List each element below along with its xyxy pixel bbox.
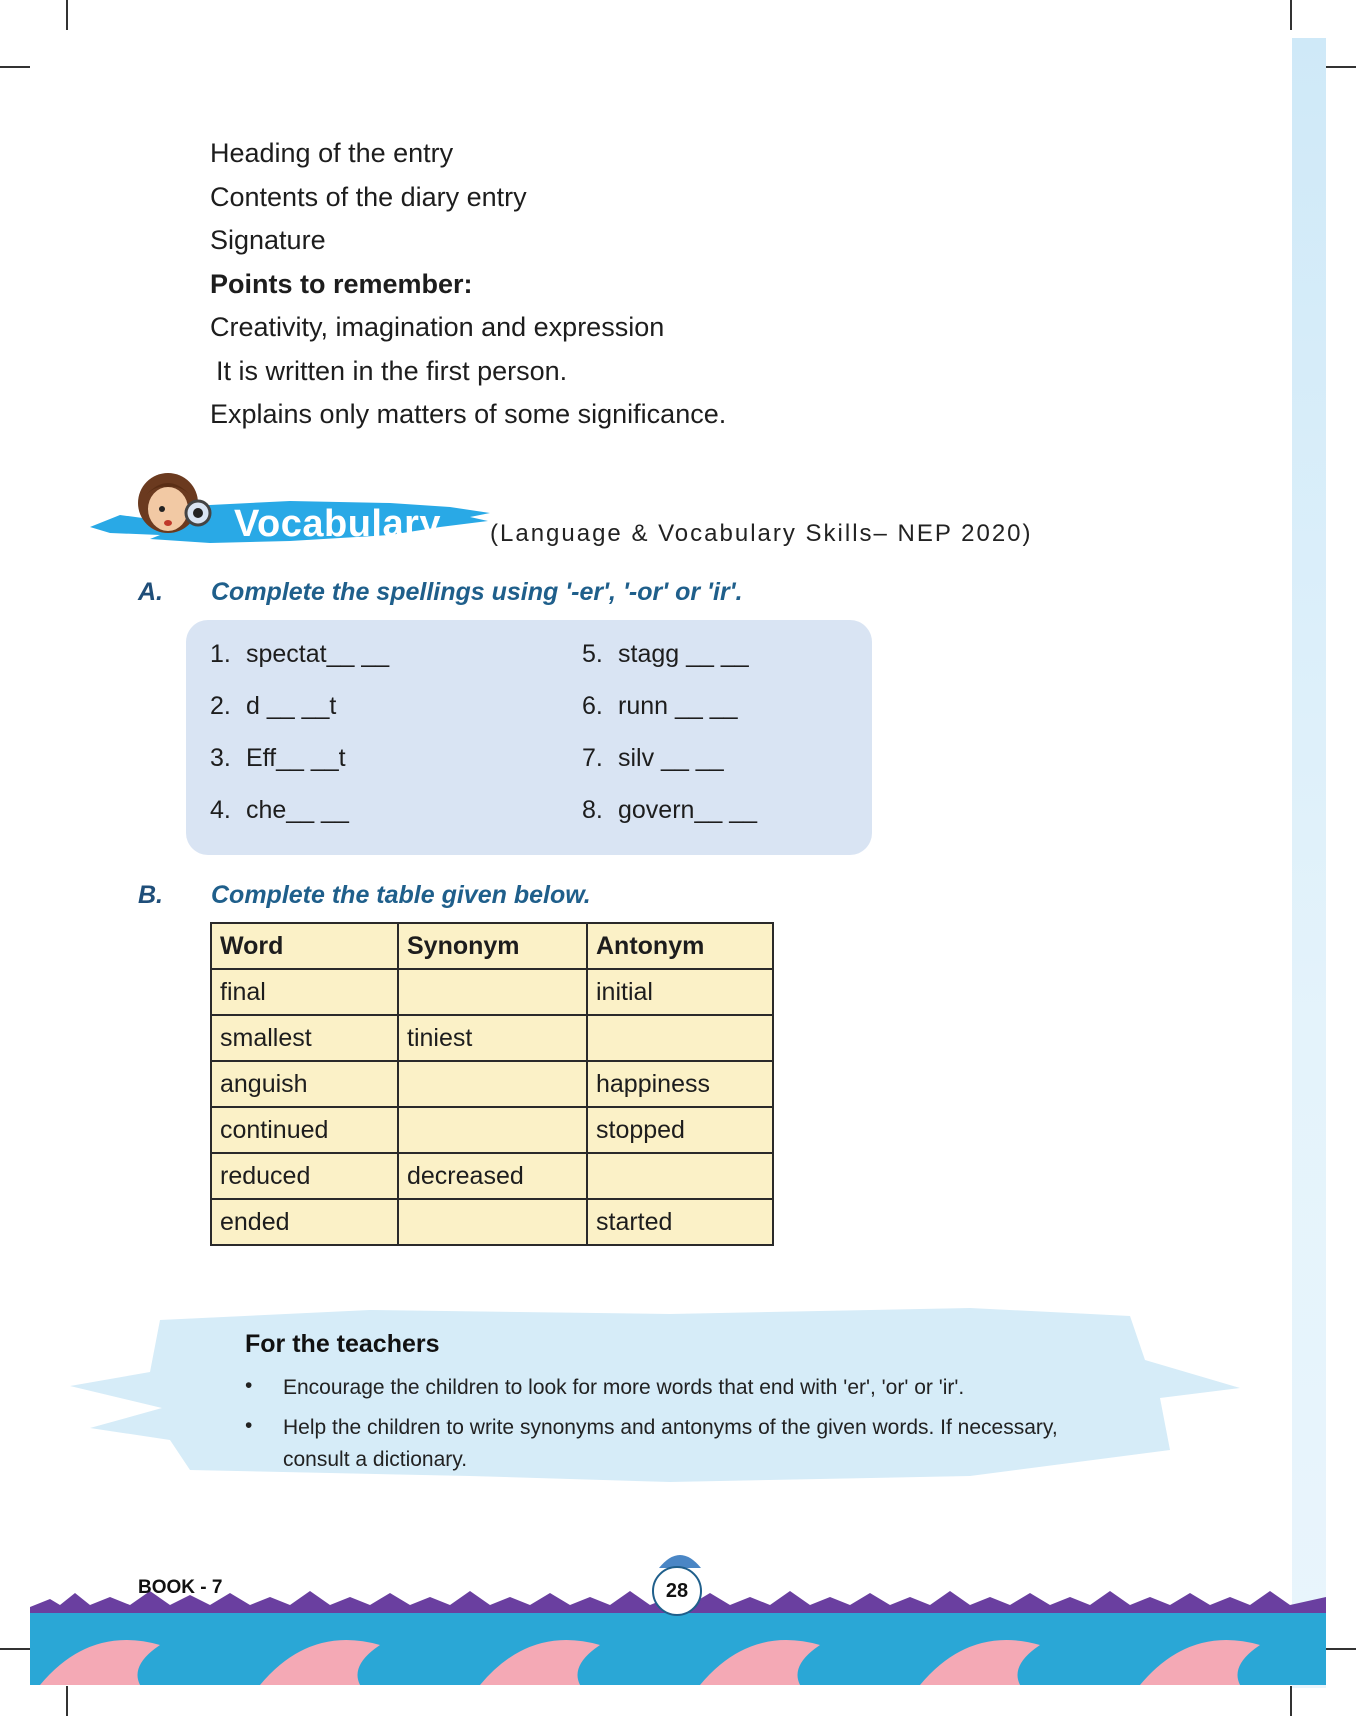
intro-line: It is written in the first person. [216, 355, 568, 386]
header-antonym: Antonym [587, 923, 773, 969]
cell-synonym [398, 1061, 587, 1107]
crop-mark [1290, 0, 1292, 30]
cell-antonym: stopped [587, 1107, 773, 1153]
cell-word: ended [211, 1199, 398, 1245]
table-row [211, 1199, 773, 1245]
section-b-letter: B. [138, 881, 163, 909]
book-label: BOOK - 7 [138, 1577, 223, 1598]
cell-word: smallest [211, 1015, 398, 1061]
intro-line: Creativity, imagination and expression [210, 312, 665, 342]
crop-mark [1326, 66, 1356, 68]
bullet-icon: • [245, 1374, 253, 1397]
cell-word: anguish [211, 1061, 398, 1107]
spelling-item: 5. stagg __ __ [582, 640, 749, 668]
table-header-row [211, 923, 773, 969]
spelling-item: 7. silv __ __ [582, 744, 724, 772]
teachers-note-item: consult a dictionary. [283, 1448, 468, 1471]
diary-format-list [210, 132, 726, 437]
cell-synonym [398, 1107, 587, 1153]
crop-mark [0, 1648, 30, 1650]
cell-antonym [587, 1015, 773, 1061]
table-row [211, 969, 773, 1015]
spelling-item: 6. runn __ __ [582, 692, 738, 720]
cell-synonym: tiniest [398, 1015, 587, 1061]
cell-synonym [398, 1199, 587, 1245]
section-b-instruction: Complete the table given below. [211, 881, 591, 909]
crop-mark [1326, 1648, 1356, 1650]
spelling-item: 2. d __ __t [210, 692, 337, 720]
points-heading: Points to remember: [210, 268, 473, 299]
bullet-icon: • [245, 1414, 253, 1437]
cell-antonym [587, 1153, 773, 1199]
spelling-item: 1. spectat__ __ [210, 640, 390, 668]
vocabulary-subtitle: (Language & Vocabulary Skills– NEP 2020) [490, 520, 1033, 547]
spelling-item: 3. Eff__ __t [210, 744, 346, 772]
cell-antonym: initial [587, 969, 773, 1015]
table-row [211, 1107, 773, 1153]
cell-synonym [398, 969, 587, 1015]
intro-line: Contents of the diary entry [210, 181, 527, 212]
crop-mark [1290, 1686, 1292, 1716]
cell-antonym: started [587, 1199, 773, 1245]
header-word: Word [211, 923, 398, 969]
table-row [211, 1153, 773, 1199]
cell-word: final [211, 969, 398, 1015]
table-row [211, 1015, 773, 1061]
cell-word: reduced [211, 1153, 398, 1199]
crop-mark [66, 1686, 68, 1716]
spelling-item: 8. govern__ __ [582, 796, 758, 824]
header-synonym: Synonym [398, 923, 587, 969]
side-decor-strip [1292, 38, 1326, 1688]
teachers-note-item: Help the children to write synonyms and antonyms of the given words. If necessary, [283, 1416, 1058, 1439]
intro-line: Signature [210, 225, 326, 255]
cell-antonym: happiness [587, 1061, 773, 1107]
section-a-instruction: Complete the spellings using '-er', '-or' or 'ir'. [211, 578, 743, 606]
crop-mark [0, 66, 30, 68]
intro-line: Heading of the entry [210, 138, 454, 168]
synonym-antonym-table [210, 922, 774, 1246]
spelling-item: 4. che__ __ [210, 796, 349, 824]
teachers-note-item: Encourage the children to look for more words that end with 'er', 'or' or 'ir'. [283, 1376, 965, 1399]
teachers-note-title: For the teachers [245, 1330, 440, 1358]
vocabulary-title: Vocabulary [234, 503, 442, 545]
cell-word: continued [211, 1107, 398, 1153]
intro-line: Explains only matters of some significance. [210, 399, 727, 429]
table-row [211, 1061, 773, 1107]
crop-mark [66, 0, 68, 30]
page-number: 28 [652, 1566, 702, 1616]
cell-synonym: decreased [398, 1153, 587, 1199]
girl-magnifier-icon [138, 473, 210, 533]
section-a-letter: A. [138, 578, 163, 606]
